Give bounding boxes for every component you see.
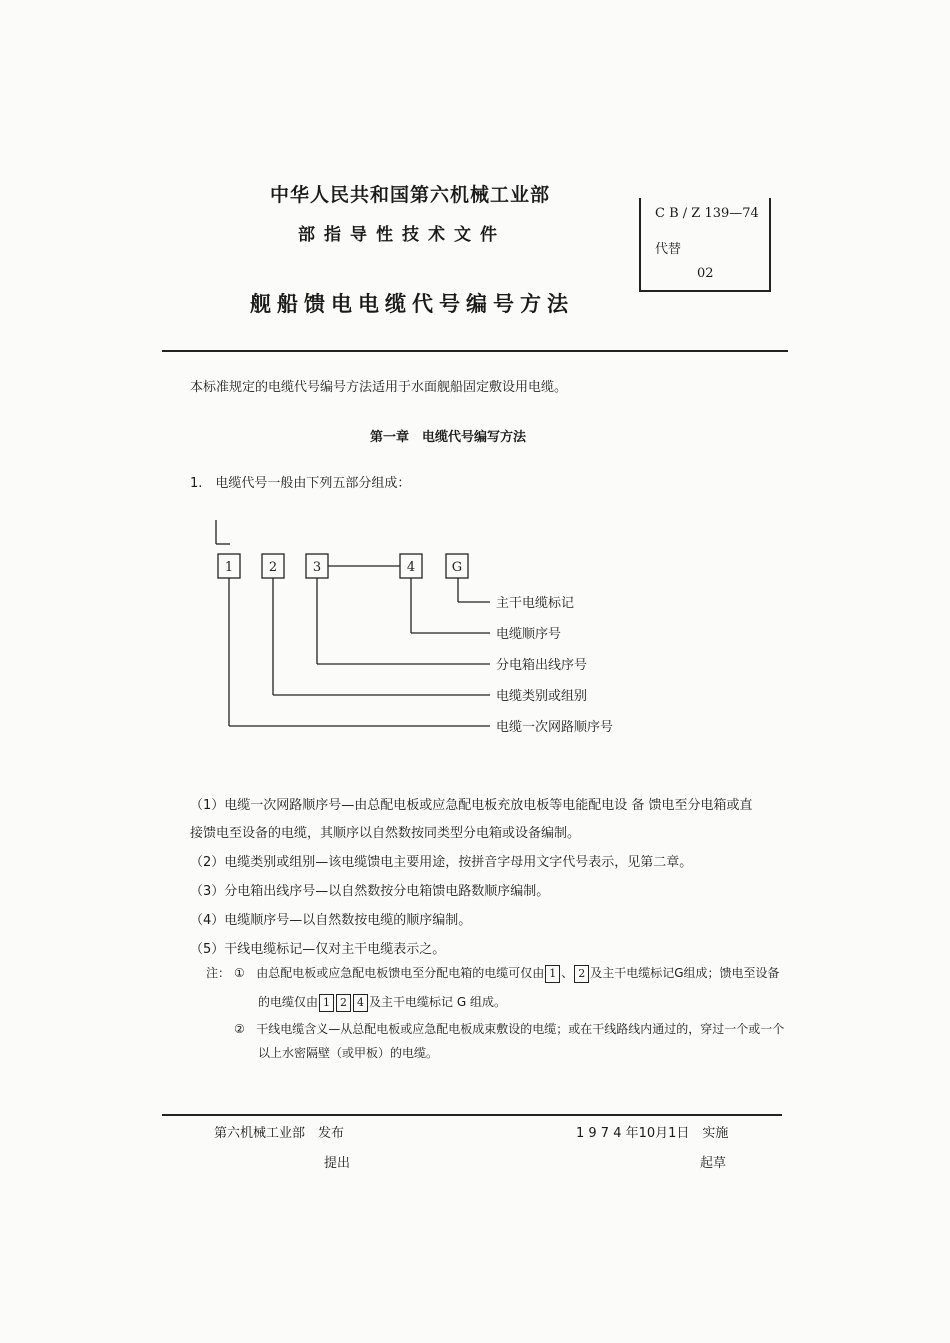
note-1-box-5: 4 bbox=[353, 994, 368, 1012]
note-1-box-3: 1 bbox=[319, 994, 334, 1012]
note-1-text-c: 的电缆仅由 bbox=[258, 995, 319, 1009]
replaces-number: 02 bbox=[697, 266, 714, 281]
document-type: 部指导性技术文件 bbox=[298, 225, 506, 245]
note-1-line-2 bbox=[258, 993, 506, 1012]
box-label-3: 3 bbox=[312, 560, 322, 575]
para-4: （4）电缆顺序号—以自然数按电缆的顺序编制。 bbox=[190, 913, 472, 928]
box-label-g: G bbox=[451, 560, 463, 575]
note-1-mark: ① bbox=[234, 966, 245, 980]
para-5: （5）干线电缆标记—仅对主干电缆表示之。 bbox=[190, 942, 446, 957]
note-2-line-1 bbox=[234, 1020, 784, 1037]
note-2-mark: ② bbox=[234, 1022, 245, 1036]
document-title: 舰船馈电电缆代号编号方法 bbox=[250, 292, 574, 316]
note-1-sep: 、 bbox=[561, 966, 574, 980]
note-1-box-4: 2 bbox=[336, 994, 351, 1012]
note-1-box-1: 1 bbox=[545, 965, 560, 983]
chapter-heading: 第一章 电缆代号编写方法 bbox=[370, 430, 527, 445]
footer-publisher: 第六机械工业部 发布 bbox=[214, 1126, 345, 1141]
footer-drafter: 起草 bbox=[700, 1156, 727, 1171]
footer-effective-date: 1 9 7 4 年10月1日 实施 bbox=[576, 1126, 729, 1141]
note-1-text-d: 及主干电缆标记 G 组成。 bbox=[369, 995, 506, 1009]
label-box-outlet-seq: 分电箱出线序号 bbox=[496, 658, 588, 673]
box-label-2: 2 bbox=[268, 560, 278, 575]
note-1-text-a: 由总配电板或应急配电板馈电至分配电箱的电缆可仅由 bbox=[256, 966, 545, 980]
note-2-text-b: 以上水密隔壁（或甲板）的电缆。 bbox=[258, 1046, 439, 1060]
note-1-line-1 bbox=[234, 964, 780, 983]
intro-paragraph: 本标准规定的电缆代号编号方法适用于水面舰船固定敷设用电缆。 bbox=[190, 380, 568, 395]
issuing-organization: 中华人民共和国第六机械工业部 bbox=[270, 184, 551, 206]
note-1-box-2: 2 bbox=[574, 965, 589, 983]
note-1-text-b: 及主干电缆标记G组成；馈电至设备 bbox=[590, 966, 780, 980]
box-label-4: 4 bbox=[406, 560, 416, 575]
para-1b: 接馈电至设备的电缆，其顺序以自然数按同类型分电箱或设备编制。 bbox=[190, 826, 581, 841]
para-2: （2）电缆类别或组别—该电缆馈电主要用途，按拼音字母用文字代号表示，见第二章。 bbox=[190, 855, 693, 870]
label-primary-network-seq: 电缆一次网路顺序号 bbox=[496, 720, 614, 735]
label-cable-category: 电缆类别或组别 bbox=[496, 689, 588, 704]
note-2-text-a: 干线电缆含义—从总配电板或应急配电板成束敷设的电缆；或在干线路线内通过的，穿过一个或一个 bbox=[256, 1022, 785, 1036]
standard-code: C B / Z 139—74 bbox=[655, 206, 759, 221]
replaces-label: 代替 bbox=[655, 242, 682, 257]
footer-proposer: 提出 bbox=[324, 1156, 351, 1171]
item-1: 1. 电缆代号一般由下列五部分组成： bbox=[190, 476, 411, 491]
box-label-1: 1 bbox=[224, 560, 234, 575]
note-label: 注： bbox=[206, 966, 231, 980]
label-trunk-mark: 主干电缆标记 bbox=[496, 596, 575, 611]
para-3: （3）分电箱出线序号—以自然数按分电箱馈电路数顺序编制。 bbox=[190, 884, 550, 899]
label-cable-seq: 电缆顺序号 bbox=[496, 627, 562, 642]
footer-rule bbox=[162, 1114, 782, 1116]
para-1a: （1）电缆一次网路顺序号—由总配电板或应急配电板充放电板等电能配电设 备 馈电至分电箱或直 bbox=[190, 798, 753, 813]
